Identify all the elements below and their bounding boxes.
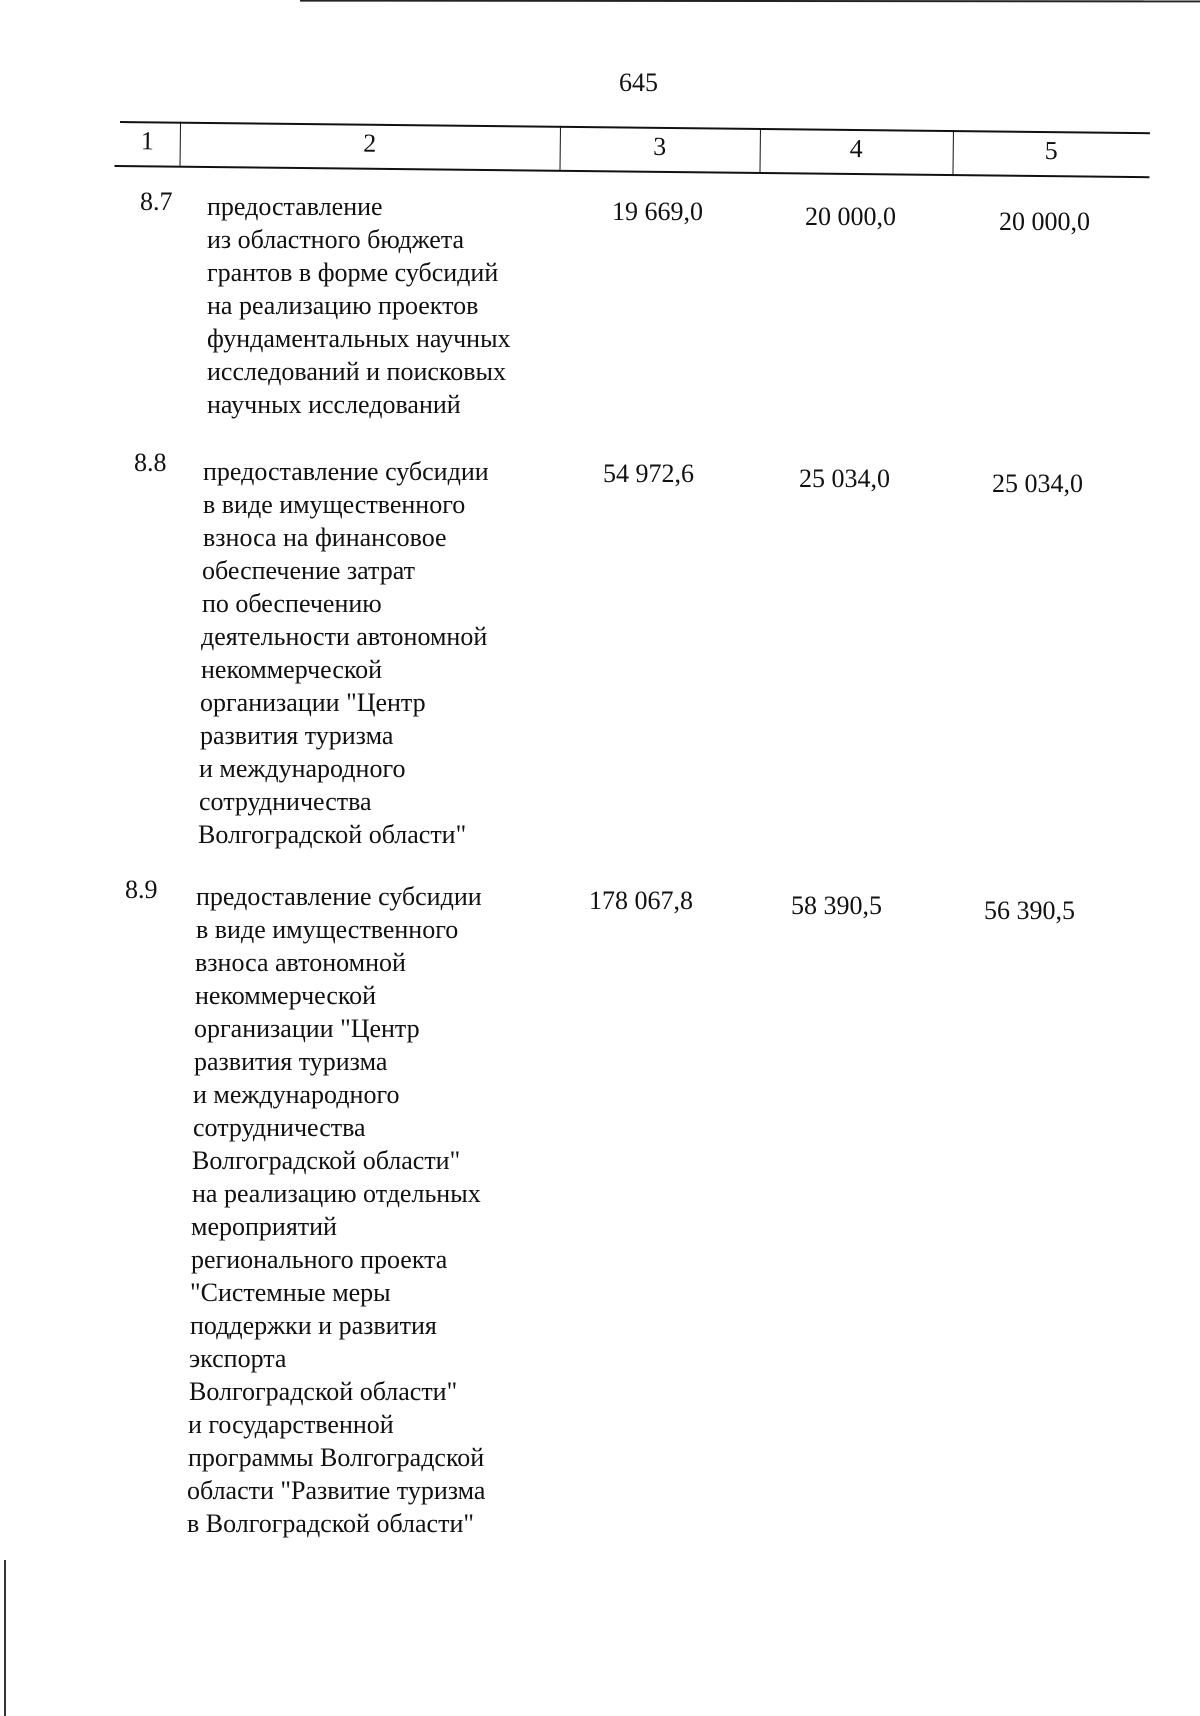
description-line: предоставление (207, 192, 383, 221)
value-col4: 20 000,0 (805, 202, 896, 231)
value-col3: 178 067,8 (589, 886, 693, 915)
value-col3: 54 972,6 (603, 459, 694, 488)
value-col4: 58 390,5 (791, 891, 882, 920)
description-line: программы Волгоградской (188, 1443, 485, 1472)
description-line: в Волгоградской области" (187, 1509, 474, 1538)
description-line: исследований и поисковых (207, 357, 506, 386)
description-line: грантов в форме субсидий (207, 258, 499, 287)
description-line: обеспечение затрат (202, 556, 415, 585)
value-col4: 25 034,0 (799, 464, 890, 493)
description-line: Волгоградской области" (198, 820, 467, 849)
description-line: развития туризма (200, 721, 394, 750)
row-description (198, 455, 563, 851)
description-line: экспорта (189, 1344, 287, 1373)
row-number: 8.9 (125, 875, 158, 904)
page-number: 645 (619, 68, 658, 97)
description-line: регионального проекта (191, 1245, 448, 1274)
description-line: взноса автономной (195, 948, 406, 977)
description-line: деятельности автономной (201, 622, 488, 651)
scan-edge (4, 1560, 6, 1716)
description-line: фундаментальных научных (207, 324, 511, 353)
value-col5: 56 390,5 (984, 896, 1075, 925)
scan-edge (300, 0, 1200, 2)
description-line: некоммерческой (201, 655, 383, 684)
description-line: мероприятий (191, 1212, 337, 1241)
description-line: организации "Центр (200, 688, 426, 717)
description-line: сотрудничества (199, 787, 372, 816)
value-col3: 19 669,0 (612, 197, 703, 226)
row-number: 8.7 (140, 187, 173, 216)
description-line: в виде имущественного (196, 915, 459, 944)
description-line: из областного бюджета (207, 225, 465, 254)
column-header-5: 5 (1044, 136, 1058, 166)
description-line: Волгоградской области" (189, 1377, 458, 1406)
description-line: научных исследований (207, 390, 461, 419)
description-line: организации "Центр (194, 1014, 420, 1043)
column-header-1: 1 (140, 126, 154, 156)
description-line: сотрудничества (193, 1113, 366, 1142)
description-line: предоставление субсидии (203, 457, 489, 486)
description-line: взноса на финансовое (203, 523, 447, 552)
description-line: некоммерческой (195, 981, 377, 1010)
column-header-4: 4 (849, 133, 863, 164)
description-line: на реализацию проектов (207, 291, 479, 320)
description-line: области "Развитие туризма (187, 1476, 486, 1505)
row-description (187, 880, 556, 1540)
description-line: в виде имущественного (203, 490, 466, 519)
row-number: 8.8 (134, 448, 167, 477)
description-line: поддержки и развития (190, 1311, 437, 1340)
description-line: "Системные меры (190, 1278, 391, 1307)
description-line: и международного (199, 754, 406, 783)
table-header (114, 121, 1149, 180)
row-description (207, 190, 567, 421)
column-header-3: 3 (653, 131, 667, 161)
description-line: развития туризма (194, 1047, 388, 1076)
description-line: на реализацию отдельных (192, 1179, 481, 1208)
value-col5: 20 000,0 (999, 207, 1090, 236)
description-line: по обеспечению (202, 589, 382, 618)
description-line: предоставление субсидии (196, 882, 482, 911)
column-header-2: 2 (363, 128, 377, 158)
description-line: Волгоградской области" (192, 1146, 461, 1175)
value-col5: 25 034,0 (992, 469, 1083, 498)
description-line: и государственной (188, 1410, 394, 1439)
description-line: и международного (193, 1080, 400, 1109)
